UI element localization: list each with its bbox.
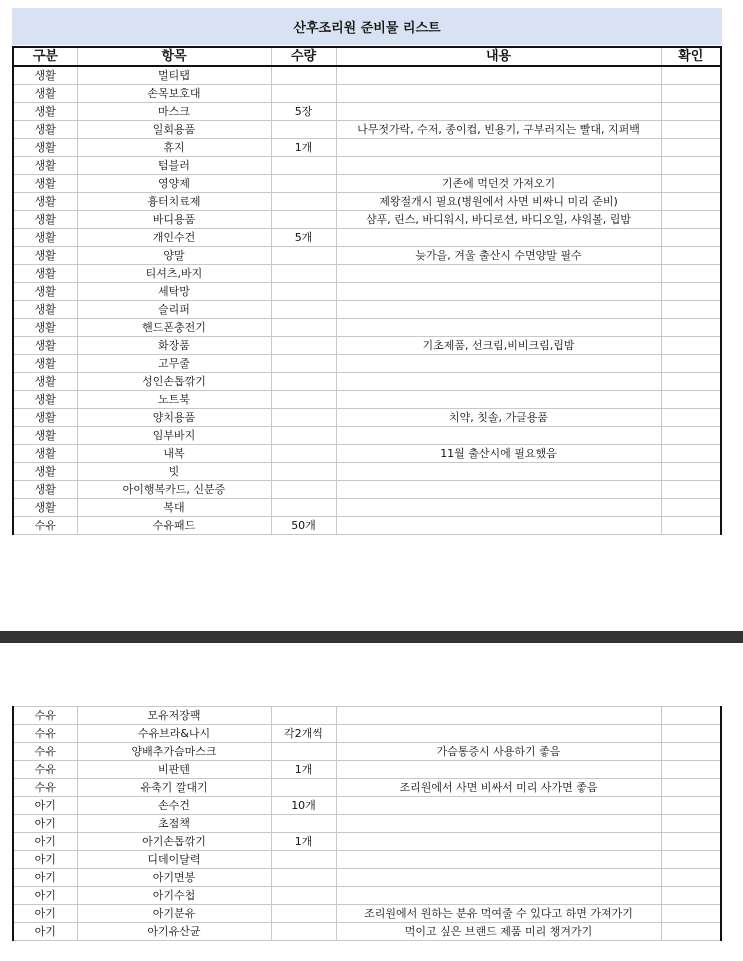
cell-check[interactable] xyxy=(661,797,721,815)
cell-content xyxy=(336,355,661,373)
cell-category: 생활 xyxy=(13,355,77,373)
cell-category: 생활 xyxy=(13,121,77,139)
cell-item: 바디용품 xyxy=(77,211,271,229)
cell-item: 아이행복카드, 신분증 xyxy=(77,481,271,499)
cell-check[interactable] xyxy=(661,391,721,409)
table-row xyxy=(13,283,721,301)
cell-content xyxy=(336,283,661,301)
cell-check[interactable] xyxy=(661,193,721,211)
cell-content xyxy=(336,391,661,409)
cell-content: 늦가을, 겨울 출산시 수면양말 필수 xyxy=(336,247,661,265)
cell-check[interactable] xyxy=(661,247,721,265)
cell-quantity xyxy=(271,869,336,887)
cell-quantity xyxy=(271,445,336,463)
table-row xyxy=(13,66,721,85)
cell-check[interactable] xyxy=(661,815,721,833)
cell-category: 생활 xyxy=(13,463,77,481)
cell-category: 생활 xyxy=(13,445,77,463)
table-row xyxy=(13,355,721,373)
table-row xyxy=(13,797,721,815)
cell-item: 휴지 xyxy=(77,139,271,157)
table-row xyxy=(13,85,721,103)
cell-check[interactable] xyxy=(661,923,721,941)
cell-content xyxy=(336,373,661,391)
cell-quantity xyxy=(271,499,336,517)
cell-category: 생활 xyxy=(13,175,77,193)
cell-check[interactable] xyxy=(661,337,721,355)
cell-item: 초점책 xyxy=(77,815,271,833)
cell-quantity xyxy=(271,887,336,905)
cell-content: 샴푸, 린스, 바디워시, 바디로션, 바디오일, 샤워볼, 립밤 xyxy=(336,211,661,229)
cell-check[interactable] xyxy=(661,743,721,761)
cell-content xyxy=(336,157,661,175)
cell-item: 양치용품 xyxy=(77,409,271,427)
cell-check[interactable] xyxy=(661,121,721,139)
table-row xyxy=(13,121,721,139)
cell-category: 아기 xyxy=(13,797,77,815)
cell-category: 생활 xyxy=(13,373,77,391)
cell-category: 생활 xyxy=(13,481,77,499)
table-row xyxy=(13,887,721,905)
cell-item: 수유패드 xyxy=(77,517,271,535)
cell-check[interactable] xyxy=(661,463,721,481)
cell-item: 모유저장팩 xyxy=(77,707,271,725)
cell-quantity xyxy=(271,319,336,337)
cell-category: 생활 xyxy=(13,283,77,301)
cell-content xyxy=(336,761,661,779)
cell-item: 아기손톱깎기 xyxy=(77,833,271,851)
cell-check[interactable] xyxy=(661,355,721,373)
table-row xyxy=(13,463,721,481)
table-row xyxy=(13,815,721,833)
cell-category: 수유 xyxy=(13,517,77,535)
cell-quantity xyxy=(271,301,336,319)
cell-content xyxy=(336,139,661,157)
cell-item: 슬리퍼 xyxy=(77,301,271,319)
cell-content xyxy=(336,851,661,869)
cell-item: 아기수첩 xyxy=(77,887,271,905)
cell-quantity: 각2개씩 xyxy=(271,725,336,743)
cell-item: 아기분유 xyxy=(77,905,271,923)
cell-content: 11월 출산시에 필요했음 xyxy=(336,445,661,463)
table-row xyxy=(13,103,721,121)
cell-item: 노트북 xyxy=(77,391,271,409)
cell-content: 기존에 먹던것 가져오기 xyxy=(336,175,661,193)
cell-content: 가슴통증시 사용하기 좋음 xyxy=(336,743,661,761)
cell-quantity xyxy=(271,391,336,409)
cell-category: 아기 xyxy=(13,851,77,869)
cell-quantity: 5개 xyxy=(271,229,336,247)
cell-quantity xyxy=(271,193,336,211)
cell-content xyxy=(336,707,661,725)
cell-category: 생활 xyxy=(13,85,77,103)
cell-check[interactable] xyxy=(661,157,721,175)
table-row xyxy=(13,247,721,265)
cell-category: 생활 xyxy=(13,66,77,85)
cell-content xyxy=(336,833,661,851)
cell-quantity xyxy=(271,905,336,923)
cell-content xyxy=(336,517,661,535)
cell-item: 고무줄 xyxy=(77,355,271,373)
cell-category: 생활 xyxy=(13,409,77,427)
cell-item: 화장품 xyxy=(77,337,271,355)
cell-item: 아기면봉 xyxy=(77,869,271,887)
cell-category: 수유 xyxy=(13,707,77,725)
cell-check[interactable] xyxy=(661,175,721,193)
cell-content xyxy=(336,815,661,833)
cell-quantity: 1개 xyxy=(271,761,336,779)
cell-quantity: 1개 xyxy=(271,833,336,851)
cell-item: 멀티탭 xyxy=(77,66,271,85)
cell-check[interactable] xyxy=(661,869,721,887)
cell-check[interactable] xyxy=(661,283,721,301)
cell-content xyxy=(336,887,661,905)
cell-check[interactable] xyxy=(661,445,721,463)
cell-check[interactable] xyxy=(661,707,721,725)
cell-category: 생활 xyxy=(13,391,77,409)
cell-quantity: 5장 xyxy=(271,103,336,121)
cell-check[interactable] xyxy=(661,373,721,391)
table-row xyxy=(13,445,721,463)
cell-category: 생활 xyxy=(13,157,77,175)
table-row xyxy=(13,905,721,923)
cell-check[interactable] xyxy=(661,103,721,121)
table-row xyxy=(13,373,721,391)
cell-item: 세탁망 xyxy=(77,283,271,301)
cell-check[interactable] xyxy=(661,779,721,797)
table-row xyxy=(13,427,721,445)
header-check: 확인 xyxy=(661,47,721,66)
cell-category: 생활 xyxy=(13,247,77,265)
cell-content: 기초제품, 선크림,비비크림,립밤 xyxy=(336,337,661,355)
table-row xyxy=(13,337,721,355)
sheet-title xyxy=(12,8,722,45)
cell-check[interactable] xyxy=(661,139,721,157)
table-row xyxy=(13,211,721,229)
cell-category: 생활 xyxy=(13,499,77,517)
table-row xyxy=(13,869,721,887)
cell-item: 디데이달력 xyxy=(77,851,271,869)
cell-check[interactable] xyxy=(661,427,721,445)
cell-category: 생활 xyxy=(13,319,77,337)
cell-quantity xyxy=(271,923,336,941)
cell-item: 복대 xyxy=(77,499,271,517)
cell-category: 아기 xyxy=(13,833,77,851)
cell-quantity xyxy=(271,463,336,481)
cell-quantity: 1개 xyxy=(271,139,336,157)
cell-item: 내복 xyxy=(77,445,271,463)
cell-item: 마스크 xyxy=(77,103,271,121)
cell-category: 아기 xyxy=(13,887,77,905)
cell-check[interactable] xyxy=(661,66,721,85)
cell-quantity xyxy=(271,779,336,797)
table-row xyxy=(13,707,721,725)
cell-quantity xyxy=(271,481,336,499)
cell-item: 영양제 xyxy=(77,175,271,193)
cell-content: 나무젓가락, 수저, 종이컵, 빈용기, 구부러지는 빨대, 지퍼백 xyxy=(336,121,661,139)
cell-item: 성인손톱깎기 xyxy=(77,373,271,391)
cell-category: 생활 xyxy=(13,427,77,445)
table-row xyxy=(13,761,721,779)
cell-check[interactable] xyxy=(661,409,721,427)
page-separator xyxy=(0,631,743,643)
table-row xyxy=(13,779,721,797)
cell-content xyxy=(336,229,661,247)
cell-content xyxy=(336,869,661,887)
cell-quantity xyxy=(271,247,336,265)
cell-item: 흉터치료제 xyxy=(77,193,271,211)
cell-content xyxy=(336,427,661,445)
cell-category: 수유 xyxy=(13,761,77,779)
cell-category: 아기 xyxy=(13,905,77,923)
cell-quantity xyxy=(271,851,336,869)
table-row xyxy=(13,175,721,193)
cell-quantity xyxy=(271,355,336,373)
cell-item: 개인수건 xyxy=(77,229,271,247)
table-row xyxy=(13,301,721,319)
cell-quantity xyxy=(271,265,336,283)
cell-quantity: 50개 xyxy=(271,517,336,535)
table-row xyxy=(13,923,721,941)
cell-quantity xyxy=(271,707,336,725)
cell-check[interactable] xyxy=(661,301,721,319)
cell-content xyxy=(336,265,661,283)
cell-item: 손수건 xyxy=(77,797,271,815)
cell-check[interactable] xyxy=(661,887,721,905)
cell-quantity xyxy=(271,175,336,193)
cell-quantity xyxy=(271,373,336,391)
cell-quantity: 10개 xyxy=(271,797,336,815)
cell-item: 아기유산균 xyxy=(77,923,271,941)
cell-item: 티셔츠,바지 xyxy=(77,265,271,283)
cell-check[interactable] xyxy=(661,905,721,923)
cell-check[interactable] xyxy=(661,851,721,869)
header-item: 항목 xyxy=(77,47,271,66)
cell-check[interactable] xyxy=(661,211,721,229)
cell-category: 생활 xyxy=(13,229,77,247)
cell-content: 제왕절개시 필요(병원에서 사면 비싸니 미리 준비) xyxy=(336,193,661,211)
cell-quantity xyxy=(271,409,336,427)
cell-content xyxy=(336,481,661,499)
cell-category: 생활 xyxy=(13,211,77,229)
table-row xyxy=(13,391,721,409)
cell-check[interactable] xyxy=(661,265,721,283)
checklist-table-top xyxy=(12,46,722,535)
table-row xyxy=(13,229,721,247)
cell-check[interactable] xyxy=(661,499,721,517)
cell-item: 양말 xyxy=(77,247,271,265)
cell-category: 아기 xyxy=(13,815,77,833)
cell-check[interactable] xyxy=(661,761,721,779)
cell-check[interactable] xyxy=(661,517,721,535)
cell-category: 생활 xyxy=(13,301,77,319)
cell-category: 생활 xyxy=(13,193,77,211)
cell-category: 아기 xyxy=(13,923,77,941)
table-row xyxy=(13,517,721,535)
cell-category: 수유 xyxy=(13,743,77,761)
cell-check[interactable] xyxy=(661,833,721,851)
header-category: 구분 xyxy=(13,47,77,66)
cell-item: 손목보호대 xyxy=(77,85,271,103)
cell-item: 핸드폰충전기 xyxy=(77,319,271,337)
cell-category: 수유 xyxy=(13,725,77,743)
cell-item: 양배추가슴마스크 xyxy=(77,743,271,761)
cell-content xyxy=(336,463,661,481)
cell-quantity xyxy=(271,337,336,355)
cell-quantity xyxy=(271,157,336,175)
table-row xyxy=(13,743,721,761)
cell-quantity xyxy=(271,283,336,301)
cell-quantity xyxy=(271,85,336,103)
table-row xyxy=(13,725,721,743)
cell-quantity xyxy=(271,815,336,833)
cell-category: 생활 xyxy=(13,103,77,121)
header-row xyxy=(13,47,721,66)
table-row xyxy=(13,409,721,427)
cell-quantity xyxy=(271,427,336,445)
page-gap xyxy=(0,567,743,631)
table-row xyxy=(13,319,721,337)
cell-content xyxy=(336,103,661,121)
cell-content: 조리원에서 원하는 분유 먹여줄 수 있다고 하면 가져가기 xyxy=(336,905,661,923)
cell-item: 비판텐 xyxy=(77,761,271,779)
table-row xyxy=(13,157,721,175)
cell-item: 수유브라&나시 xyxy=(77,725,271,743)
header-content: 내용 xyxy=(336,47,661,66)
cell-item: 임부바지 xyxy=(77,427,271,445)
cell-content xyxy=(336,319,661,337)
table-row xyxy=(13,851,721,869)
cell-check[interactable] xyxy=(661,85,721,103)
cell-item: 일회용품 xyxy=(77,121,271,139)
cell-content: 치약, 칫솔, 가글용품 xyxy=(336,409,661,427)
cell-category: 아기 xyxy=(13,869,77,887)
cell-quantity xyxy=(271,743,336,761)
cell-check[interactable] xyxy=(661,725,721,743)
cell-quantity xyxy=(271,66,336,85)
cell-category: 수유 xyxy=(13,779,77,797)
cell-content xyxy=(336,797,661,815)
table-row xyxy=(13,265,721,283)
cell-category: 생활 xyxy=(13,265,77,283)
cell-content xyxy=(336,301,661,319)
table-row xyxy=(13,499,721,517)
cell-item: 유축기 깔대기 xyxy=(77,779,271,797)
cell-content xyxy=(336,725,661,743)
header-quantity: 수량 xyxy=(271,47,336,66)
cell-item: 빗 xyxy=(77,463,271,481)
cell-content xyxy=(336,85,661,103)
table-row xyxy=(13,193,721,211)
cell-content: 조리원에서 사면 비싸서 미리 사가면 좋음 xyxy=(336,779,661,797)
cell-check[interactable] xyxy=(661,319,721,337)
cell-content: 먹이고 싶은 브랜드 제품 미리 챙겨가기 xyxy=(336,923,661,941)
cell-quantity xyxy=(271,121,336,139)
table-row xyxy=(13,139,721,157)
cell-item: 텀블러 xyxy=(77,157,271,175)
sheet-title-text: 산후조리원 준비물 리스트 xyxy=(293,21,441,36)
table-row xyxy=(13,833,721,851)
cell-content xyxy=(336,66,661,85)
cell-quantity xyxy=(271,211,336,229)
checklist-table-bottom xyxy=(12,706,722,941)
table-row xyxy=(13,481,721,499)
cell-category: 생활 xyxy=(13,337,77,355)
cell-content xyxy=(336,499,661,517)
cell-check[interactable] xyxy=(661,481,721,499)
cell-check[interactable] xyxy=(661,229,721,247)
cell-category: 생활 xyxy=(13,139,77,157)
